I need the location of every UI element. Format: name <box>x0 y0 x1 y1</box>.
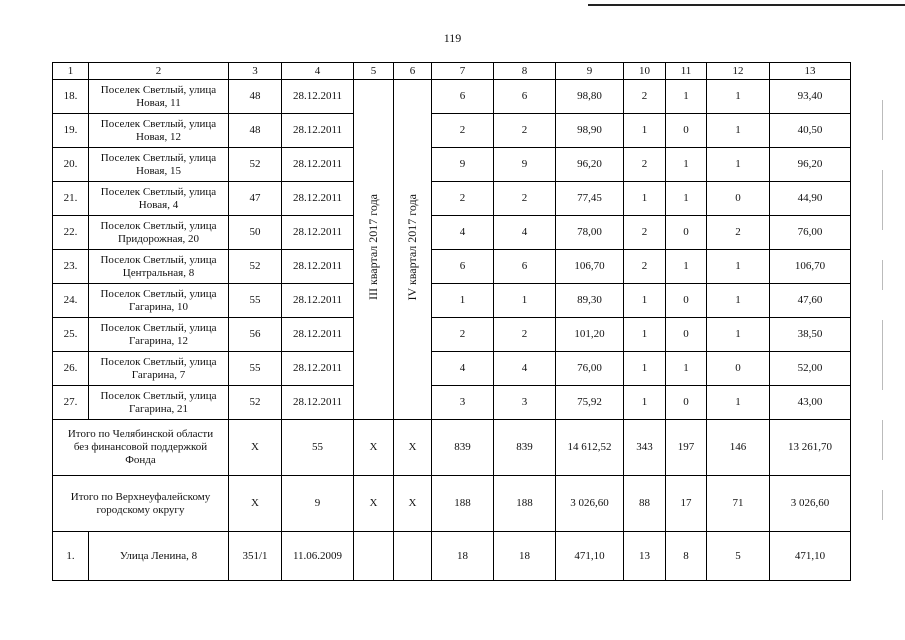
cell-c13: 44,90 <box>770 182 851 216</box>
cell-col4: 28.12.2011 <box>282 182 354 216</box>
header-cell: 4 <box>282 63 354 80</box>
cell-c9: 98,90 <box>556 114 624 148</box>
cell-col4: 28.12.2011 <box>282 114 354 148</box>
total-c4: 55 <box>282 420 354 476</box>
cell-c6 <box>394 532 432 581</box>
address-line: Поселок Светлый, улица <box>100 219 217 232</box>
total-c13: 3 026,60 <box>770 476 851 532</box>
address-line: Поселек Светлый, улица <box>100 117 217 130</box>
header-cell: 3 <box>229 63 282 80</box>
address-line: Поселок Светлый, улица <box>100 389 217 402</box>
address-cell <box>89 284 229 318</box>
cell-c10: 1 <box>624 352 666 386</box>
top-rule <box>588 4 905 6</box>
cell-c9: 98,80 <box>556 80 624 114</box>
cell-c12: 1 <box>707 148 770 182</box>
cell-c9: 96,20 <box>556 148 624 182</box>
total-c13: 13 261,70 <box>770 420 851 476</box>
address-cell <box>89 216 229 250</box>
cell-c12: 1 <box>707 250 770 284</box>
cell-c13: 96,20 <box>770 148 851 182</box>
header-cell: 10 <box>624 63 666 80</box>
header-cell: 2 <box>89 63 229 80</box>
cell-c7: 2 <box>432 182 494 216</box>
row-number: 22. <box>53 216 89 250</box>
cell-col3: 50 <box>229 216 282 250</box>
address-line: Поселек Светлый, улица <box>100 185 217 198</box>
total-row <box>53 420 851 476</box>
cell-c12: 1 <box>707 386 770 420</box>
cell-c13: 40,50 <box>770 114 851 148</box>
cell-c9: 78,00 <box>556 216 624 250</box>
cell-c13: 93,40 <box>770 80 851 114</box>
total-c8: 839 <box>494 420 556 476</box>
table-row <box>53 148 851 182</box>
page-number: 119 <box>443 31 462 45</box>
scan-edge-marks <box>880 90 886 530</box>
header-cell: 13 <box>770 63 851 80</box>
cell-c11: 0 <box>666 318 707 352</box>
total-c5: X <box>354 476 394 532</box>
cell-col4: 28.12.2011 <box>282 352 354 386</box>
header-cell: 6 <box>394 63 432 80</box>
cell-col4: 28.12.2011 <box>282 148 354 182</box>
address-line: Придорожная, 20 <box>117 232 200 245</box>
merged-period-c6 <box>394 80 432 420</box>
table-row <box>53 250 851 284</box>
address-line: Поселек Светлый, улица <box>100 83 217 96</box>
address-line: Гагарина, 12 <box>128 334 189 347</box>
row-number: 25. <box>53 318 89 352</box>
cell-c8: 3 <box>494 386 556 420</box>
cell-col3: 56 <box>229 318 282 352</box>
table-row <box>53 532 851 581</box>
cell-col3: 52 <box>229 386 282 420</box>
cell-c9: 76,00 <box>556 352 624 386</box>
cell-c10: 1 <box>624 284 666 318</box>
cell-c11: 8 <box>666 532 707 581</box>
address-line: Гагарина, 7 <box>131 368 186 381</box>
total-label-line: Итого по Верхнеуфалейскому <box>70 490 211 503</box>
cell-c8: 1 <box>494 284 556 318</box>
cell-col3: 52 <box>229 250 282 284</box>
total-label-line: Итого по Челябинской области <box>67 428 214 440</box>
address-cell <box>89 80 229 114</box>
total-label <box>53 476 229 532</box>
cell-c9: 89,30 <box>556 284 624 318</box>
total-c3: X <box>229 420 282 476</box>
cell-c13: 52,00 <box>770 352 851 386</box>
cell-col3: 47 <box>229 182 282 216</box>
total-c7: 188 <box>432 476 494 532</box>
total-c11: 17 <box>666 476 707 532</box>
total-c10: 343 <box>624 420 666 476</box>
cell-c10: 1 <box>624 182 666 216</box>
address-cell <box>89 386 229 420</box>
row-number: 1. <box>53 532 89 581</box>
address-cell <box>89 318 229 352</box>
cell-c12: 1 <box>707 318 770 352</box>
cell-c9: 75,92 <box>556 386 624 420</box>
total-c4: 9 <box>282 476 354 532</box>
header-cell: 5 <box>354 63 394 80</box>
table-row <box>53 318 851 352</box>
header-cell: 1 <box>53 63 89 80</box>
period-label: IV квартал 2017 года <box>405 194 419 301</box>
table-row <box>53 284 851 318</box>
address-line: Поселок Светлый, улица <box>100 287 217 300</box>
total-label-line: городскому округу <box>96 503 185 516</box>
table-row <box>53 80 851 114</box>
cell-c12: 5 <box>707 532 770 581</box>
address-line: Поселек Светлый, улица <box>100 151 217 164</box>
cell-c8: 2 <box>494 114 556 148</box>
cell-c12: 0 <box>707 352 770 386</box>
header-cell: 7 <box>432 63 494 80</box>
cell-c8: 2 <box>494 318 556 352</box>
cell-col3: 48 <box>229 114 282 148</box>
cell-col3: 48 <box>229 80 282 114</box>
cell-c12: 2 <box>707 216 770 250</box>
cell-c11: 1 <box>666 148 707 182</box>
row-number: 21. <box>53 182 89 216</box>
total-c6: X <box>394 420 432 476</box>
cell-col3: 55 <box>229 284 282 318</box>
cell-c10: 2 <box>624 148 666 182</box>
row-number: 23. <box>53 250 89 284</box>
address-cell <box>89 182 229 216</box>
address-line: Поселок Светлый, улица <box>100 355 217 368</box>
cell-c8: 6 <box>494 80 556 114</box>
address-cell: Улица Ленина, 8 <box>89 532 229 581</box>
address-line: Новая, 15 <box>136 164 181 177</box>
cell-c12: 1 <box>707 80 770 114</box>
period-label: III квартал 2017 года <box>366 194 380 301</box>
cell-c10: 2 <box>624 250 666 284</box>
cell-c11: 0 <box>666 216 707 250</box>
cell-c9: 106,70 <box>556 250 624 284</box>
cell-col4: 28.12.2011 <box>282 80 354 114</box>
cell-c8: 4 <box>494 216 556 250</box>
cell-col4: 28.12.2011 <box>282 284 354 318</box>
total-c6: X <box>394 476 432 532</box>
cell-c11: 1 <box>666 352 707 386</box>
cell-c11: 0 <box>666 284 707 318</box>
row-number: 26. <box>53 352 89 386</box>
table-row <box>53 386 851 420</box>
cell-c13: 47,60 <box>770 284 851 318</box>
cell-c8: 9 <box>494 148 556 182</box>
cell-c11: 0 <box>666 114 707 148</box>
cell-c11: 1 <box>666 80 707 114</box>
table-row <box>53 114 851 148</box>
cell-c8: 6 <box>494 250 556 284</box>
total-c10: 88 <box>624 476 666 532</box>
column-number-header <box>53 63 851 80</box>
header-cell: 12 <box>707 63 770 80</box>
cell-c13: 38,50 <box>770 318 851 352</box>
table-row <box>53 182 851 216</box>
address-line: Гагарина, 21 <box>128 402 189 415</box>
cell-c10: 2 <box>624 216 666 250</box>
cell-c7: 9 <box>432 148 494 182</box>
cell-c7: 6 <box>432 250 494 284</box>
address-line: Новая, 12 <box>136 130 181 143</box>
cell-col4: 28.12.2011 <box>282 250 354 284</box>
cell-c10: 1 <box>624 114 666 148</box>
row-number: 20. <box>53 148 89 182</box>
address-cell <box>89 352 229 386</box>
address-line: Новая, 11 <box>136 96 181 109</box>
cell-col3: 52 <box>229 148 282 182</box>
row-number: 24. <box>53 284 89 318</box>
cell-c4: 11.06.2009 <box>282 532 354 581</box>
cell-c13: 471,10 <box>770 532 851 581</box>
total-c12: 146 <box>707 420 770 476</box>
total-label <box>53 420 229 476</box>
total-row <box>53 476 851 532</box>
cell-c7: 1 <box>432 284 494 318</box>
cell-c9: 471,10 <box>556 532 624 581</box>
merged-period-c5 <box>354 80 394 420</box>
cell-c8: 4 <box>494 352 556 386</box>
cell-c3: 351/1 <box>229 532 282 581</box>
cell-c13: 43,00 <box>770 386 851 420</box>
cell-c7: 3 <box>432 386 494 420</box>
cell-col4: 28.12.2011 <box>282 318 354 352</box>
header-cell: 11 <box>666 63 707 80</box>
address-line: Центральная, 8 <box>122 266 195 279</box>
header-cell: 8 <box>494 63 556 80</box>
total-c12: 71 <box>707 476 770 532</box>
row-number: 19. <box>53 114 89 148</box>
housing-registry-table <box>52 62 851 581</box>
total-c8: 188 <box>494 476 556 532</box>
row-number: 18. <box>53 80 89 114</box>
cell-c5 <box>354 532 394 581</box>
cell-c9: 77,45 <box>556 182 624 216</box>
cell-c10: 13 <box>624 532 666 581</box>
cell-c13: 106,70 <box>770 250 851 284</box>
cell-c10: 1 <box>624 318 666 352</box>
total-c9: 3 026,60 <box>556 476 624 532</box>
cell-c10: 1 <box>624 386 666 420</box>
cell-c11: 1 <box>666 182 707 216</box>
address-line: Поселок Светлый, улица <box>100 321 217 334</box>
total-c3: X <box>229 476 282 532</box>
total-label-line: без финансовой поддержкой <box>73 441 208 453</box>
cell-col4: 28.12.2011 <box>282 216 354 250</box>
cell-c7: 2 <box>432 318 494 352</box>
table-row <box>53 352 851 386</box>
cell-c7: 6 <box>432 80 494 114</box>
cell-c11: 1 <box>666 250 707 284</box>
cell-c9: 101,20 <box>556 318 624 352</box>
cell-c7: 18 <box>432 532 494 581</box>
header-cell: 9 <box>556 63 624 80</box>
address-line: Поселок Светлый, улица <box>100 253 217 266</box>
cell-c8: 2 <box>494 182 556 216</box>
address-cell <box>89 114 229 148</box>
cell-c13: 76,00 <box>770 216 851 250</box>
cell-c12: 0 <box>707 182 770 216</box>
cell-c7: 4 <box>432 352 494 386</box>
total-c11: 197 <box>666 420 707 476</box>
cell-c7: 4 <box>432 216 494 250</box>
cell-c11: 0 <box>666 386 707 420</box>
address-cell <box>89 148 229 182</box>
cell-c12: 1 <box>707 114 770 148</box>
cell-c7: 2 <box>432 114 494 148</box>
total-c5: X <box>354 420 394 476</box>
total-c7: 839 <box>432 420 494 476</box>
total-c9: 14 612,52 <box>556 420 624 476</box>
cell-c12: 1 <box>707 284 770 318</box>
cell-c10: 2 <box>624 80 666 114</box>
address-cell <box>89 250 229 284</box>
total-label-line: Фонда <box>125 454 156 466</box>
cell-c8: 18 <box>494 532 556 581</box>
address-line: Гагарина, 10 <box>128 300 189 313</box>
cell-col3: 55 <box>229 352 282 386</box>
table-row <box>53 216 851 250</box>
address-line: Новая, 4 <box>138 198 179 211</box>
cell-col4: 28.12.2011 <box>282 386 354 420</box>
row-number: 27. <box>53 386 89 420</box>
